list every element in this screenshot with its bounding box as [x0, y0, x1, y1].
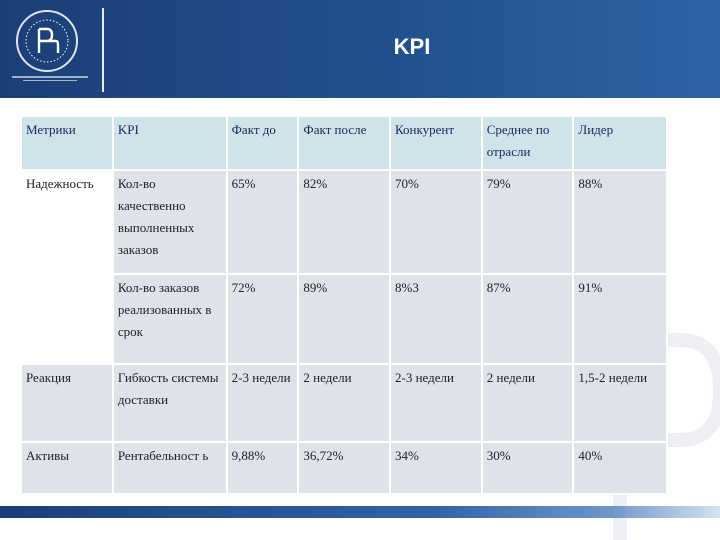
header-metrics: Метрики — [21, 116, 113, 170]
fact-before-cell: 2-3 недели — [227, 364, 299, 442]
competitor-cell: 34% — [390, 442, 482, 494]
fact-after-cell: 89% — [298, 274, 390, 364]
logo-emblem-icon — [16, 10, 78, 72]
kpi-table — [20, 115, 668, 495]
header-competitor: Конкурент — [390, 116, 482, 170]
kpi-cell: Рентабельност ь — [113, 442, 227, 494]
fact-after-cell: 2 недели — [298, 364, 390, 442]
competitor-cell: 8%3 — [390, 274, 482, 364]
fact-after-cell: 82% — [298, 170, 390, 274]
header-fact-after: Факт после — [298, 116, 390, 170]
kpi-cell: Гибкость системы доставки — [113, 364, 227, 442]
header-industry-average: Среднее по отрасли — [482, 116, 574, 170]
industry-average-cell: 87% — [482, 274, 574, 364]
leader-cell: 40% — [573, 442, 667, 494]
logo-caption — [12, 76, 88, 82]
metric-cell: Активы — [21, 442, 113, 494]
table-row — [21, 274, 667, 364]
slide-title: KPI — [393, 34, 431, 59]
metric-cell — [21, 274, 113, 364]
metric-cell: Надежность — [21, 170, 113, 274]
table-row — [21, 364, 667, 442]
table-row — [21, 170, 667, 274]
table-row — [21, 442, 667, 494]
fact-after-cell: 36,72% — [298, 442, 390, 494]
competitor-cell: 70% — [390, 170, 482, 274]
kpi-cell: Кол-во качественно выполненных заказов — [113, 170, 227, 274]
slide-header — [0, 0, 720, 98]
industry-average-cell: 30% — [482, 442, 574, 494]
leader-cell: 88% — [573, 170, 667, 274]
header-fact-before: Факт до — [227, 116, 299, 170]
industry-average-cell: 2 недели — [482, 364, 574, 442]
fact-before-cell: 65% — [227, 170, 299, 274]
university-logo — [0, 0, 100, 98]
footer-bar — [0, 506, 720, 518]
fact-before-cell: 72% — [227, 274, 299, 364]
leader-cell: 1,5-2 недели — [573, 364, 667, 442]
table-header-row — [21, 116, 667, 170]
competitor-cell: 2-3 недели — [390, 364, 482, 442]
fact-before-cell: 9,88% — [227, 442, 299, 494]
kpi-cell: Кол-во заказов реализованных в срок — [113, 274, 227, 364]
industry-average-cell: 79% — [482, 170, 574, 274]
leader-cell: 91% — [573, 274, 667, 364]
metric-cell: Реакция — [21, 364, 113, 442]
header-kpi: KPI — [113, 116, 227, 170]
header-leader: Лидер — [573, 116, 667, 170]
